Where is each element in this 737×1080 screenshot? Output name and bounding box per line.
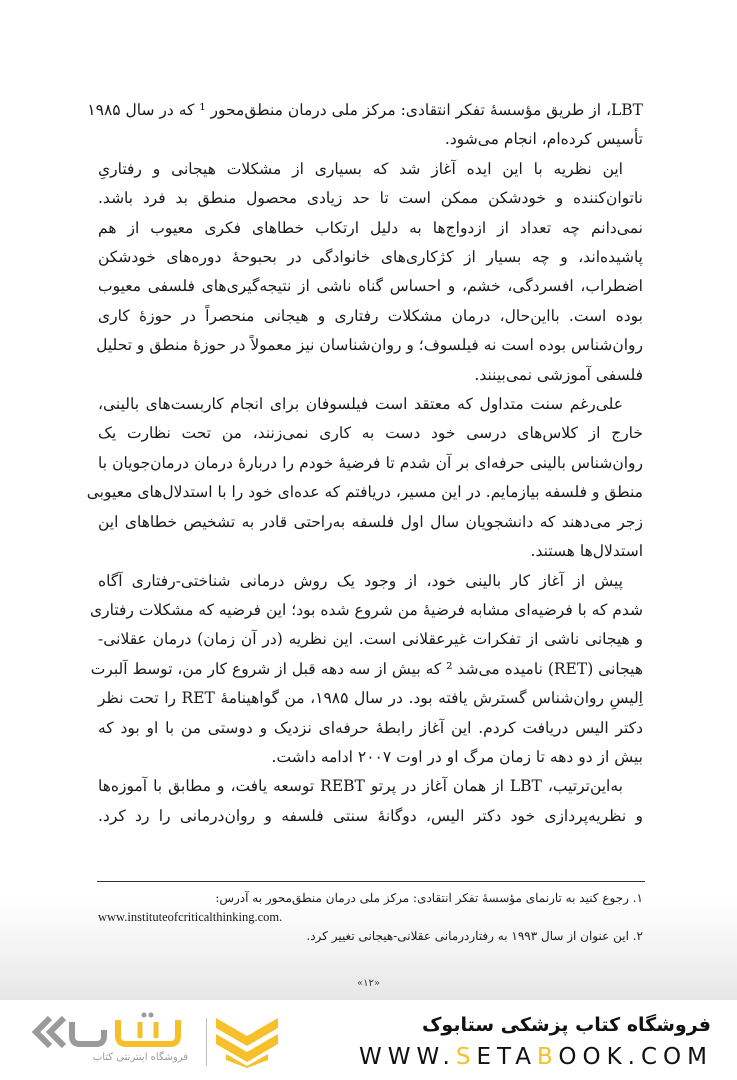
text-line: پیش از آغاز کار بالینی خود، از وجود یک روش درمانی شناختی-رفتاری آگاه	[98, 571, 623, 590]
text-line: دکتر الیس دریافت کردم. این آغاز رابطهٔ حرفه‌ای نزدیک و دوستی من با او بود که	[98, 718, 643, 737]
text-line: زجر می‌دهند که دانشجویان سال اول فلسفه به‌راحتی قادر به تشخیص خطاهای این	[98, 512, 643, 531]
url-accent-letter: B	[537, 1044, 559, 1070]
paragraph-1	[87, 96, 643, 155]
text-line: منطق و فلسفه بیازمایم. در این مسیر، دریافتم که عده‌ای خود را با استدلال‌های معیوبی	[86, 483, 643, 502]
logo-tagline: فروشگاه اینترنتی کتاب	[92, 1052, 188, 1063]
text-line: روان‌شناس بوده است نه فیلسوف؛ و روان‌شناسان نیز معمولاً در حوزهٔ منطق و تحلیل	[96, 336, 643, 355]
url-part: OOK.COM	[558, 1044, 713, 1070]
logo-divider	[206, 1018, 207, 1066]
text-line: اِلیسِ روان‌شناس گسترش یافته بود. در سال ۱۹۸۵، من گواهینامهٔ RET را تحت نظر	[98, 689, 643, 708]
text-line: هیجانی (RET) نامیده می‌شد ² که بیش از سه دهه قبل از شروع کار من، توسط آلبرت	[90, 659, 643, 678]
store-title: فروشگاه کتاب پزشکی ستابوک	[421, 1014, 711, 1036]
paragraph-3	[86, 390, 643, 566]
footnote-divider	[97, 881, 645, 882]
url-part: WWW.	[358, 1044, 456, 1070]
text-line: شدم که با فرضیه‌ای مشابه فرضیهٔ من شروع شده بود؛ این فرضیه که مشکلات رفتاری	[90, 600, 643, 619]
footnote-1: ۱. رجوع کنید به تارنمای مؤسسهٔ تفکر انتقادی: مرکز ملی درمان منطق‌محور به آدرس:	[215, 891, 643, 905]
logo-wordmark-icon	[28, 1012, 198, 1052]
text-line: ناتوان‌کننده و خودشکن ممکن است تا حد زیادی محصول منطق بد فرد باشد.	[98, 189, 643, 208]
text-line: بیش از دو دهه تا زمان مرگ او در اوت ۲۰۰۷ ادامه داشت.	[271, 747, 643, 766]
text-line: و نظریه‌پردازی خود دکتر الیس، دوگانهٔ سنتی فلسفه و روان‌درمانی را رد کرد.	[98, 806, 643, 825]
text-line: بوده است. بااین‌حال، درمان مشکلات رفتاری و هیجانی منحصراً در حوزهٔ کاری	[98, 306, 643, 325]
page-number: «۱۲»	[357, 978, 380, 989]
text-line: خارج از کلاس‌های درسی خود دست به کاری نمی‌زنند، من تحت نظارت یک	[98, 424, 643, 443]
paragraph-4	[90, 567, 643, 773]
text-line: LBT، از طریق مؤسسهٔ تفکر انتقادی: مرکز ملی درمان منطق‌محور ¹ که در سال ۱۹۸۵	[87, 101, 643, 119]
paragraph-5	[98, 772, 643, 831]
text-line: به‌این‌ترتیب، LBT از همان آغاز در پرتو REBT توسعه یافت، و مطابق با آموزه‌ها	[98, 777, 623, 796]
footnote-1-url[interactable]: www.instituteofcriticalthinking.com.	[98, 910, 283, 924]
url-part: ETA	[476, 1044, 538, 1070]
store-url[interactable]	[359, 1044, 713, 1070]
url-accent-letter: S	[455, 1044, 477, 1070]
text-line: فلسفی آموزشی نمی‌بینند.	[474, 365, 643, 384]
text-line: نمی‌دانم چه تعداد از ازدواج‌ها به دلیل ارتکاب خطاهای فکری معیوب از هم	[98, 218, 643, 237]
text-line: پاشیده‌اند، و چه بسیار از کژکاری‌های خانوادگی در بحبوحهٔ دوره‌های خودشکن	[98, 248, 643, 267]
paragraph-2	[98, 155, 643, 390]
text-line: اضطراب، افسردگی، خشم، و احساس گناه ناشی از نتیجه‌گیری‌های فلسفی معیوب	[98, 277, 643, 296]
text-line: روان‌شناس بالینی حرفه‌ای بر آن شدم تا فرضیهٔ خودم را دربارهٔ درمان درمان‌جویان با	[98, 453, 643, 472]
body-text	[86, 96, 643, 831]
text-line: این نظریه با این ایده آغاز شد که بسیاری از مشکلات هیجانی و رفتاریِ	[98, 159, 623, 178]
text-line: استدلال‌ها هستند.	[530, 542, 643, 561]
text-line: تأسیس کرده‌ام، انجام می‌شود.	[444, 130, 643, 149]
text-line: و هیجانی ناشی از تفکرات غیرعقلانی است. این نظریه (در آن زمان) درمان عقلانی-	[98, 630, 643, 649]
text-line: علی‌رغم سنت متداول که معتقد است فیلسوفان برای انجام کاربست‌های بالینی،	[98, 395, 623, 414]
footnotes	[98, 889, 643, 946]
setabook-logo[interactable]	[28, 1012, 278, 1070]
footnote-2: ۲. این عنوان از سال ۱۹۹۳ به رفتاردرمانی عقلانی-هیجانی تغییر کرد.	[306, 929, 643, 943]
chevron-emblem-icon	[216, 1018, 278, 1068]
